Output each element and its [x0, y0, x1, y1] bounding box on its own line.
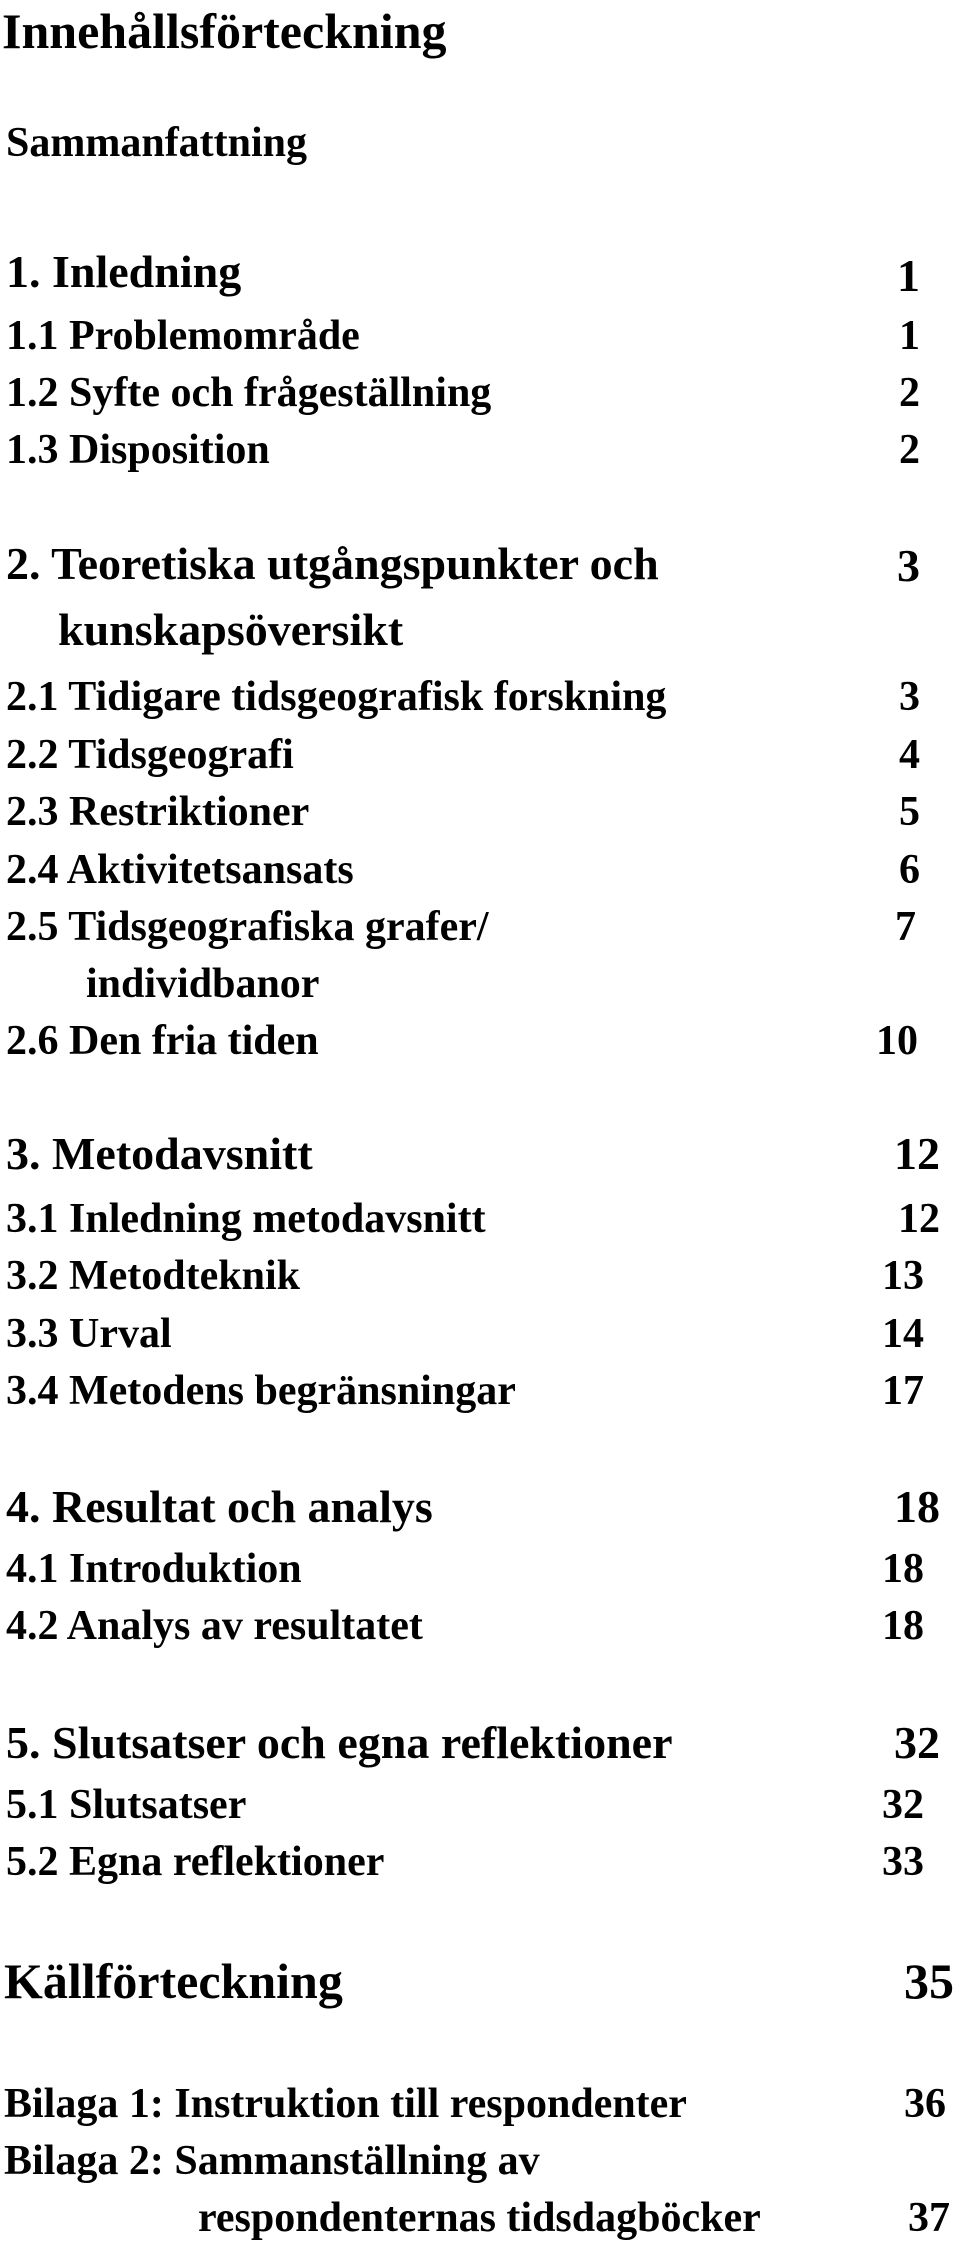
toc-subsection-page: 13: [882, 1253, 924, 1299]
toc-title: Innehållsförteckning: [2, 3, 447, 59]
toc-subsection-page: 12: [898, 1196, 940, 1242]
toc-appendix-title: Bilaga 2: Sammanställning av: [4, 2138, 540, 2184]
toc-subsection-title: 2.3 Restriktioner: [6, 789, 310, 835]
toc-subsection-page: 32: [882, 1782, 924, 1828]
toc-subsection-title: 3.4 Metodens begränsningar: [6, 1368, 516, 1414]
toc-subsection-page: 4: [899, 732, 920, 778]
toc-subsection-title-continued: individbanor: [86, 961, 320, 1007]
toc-subsection-title: 3.1 Inledning metodavsnitt: [6, 1196, 486, 1242]
toc-section-title: 3. Metodavsnitt: [6, 1128, 313, 1179]
toc-subsection-page: 18: [882, 1603, 924, 1649]
toc-appendix-title: Bilaga 1: Instruktion till respondenter: [4, 2081, 687, 2127]
toc-subsection-page: 33: [882, 1839, 924, 1885]
toc-subsection-title: 1.2 Syfte och frågeställning: [6, 370, 492, 416]
toc-section-page: 18: [894, 1481, 940, 1532]
toc-subsection-page: 3: [899, 674, 920, 720]
toc-subsection-page: 7: [895, 904, 916, 950]
toc-subsection-title: 2.4 Aktivitetsansats: [6, 847, 354, 893]
toc-subsection-title: 3.2 Metodteknik: [6, 1253, 300, 1299]
toc-subsection-title: 2.1 Tidigare tidsgeografisk forskning: [6, 674, 667, 720]
toc-section-page: 32: [894, 1717, 940, 1768]
toc-subsection-title: 2.6 Den fria tiden: [6, 1018, 319, 1064]
toc-section-title-continued: kunskapsöversikt: [58, 604, 404, 655]
toc-subsection-page: 5: [899, 789, 920, 835]
toc-subsection-page: 2: [899, 370, 920, 416]
toc-subsection-page: 2: [899, 427, 920, 473]
toc-subsection-title: 3.3 Urval: [6, 1311, 172, 1357]
toc-subsection-title: 2.5 Tidsgeografiska grafer/: [6, 904, 489, 950]
toc-references-title: Källförteckning: [4, 1953, 343, 2009]
toc-subsection-page: 14: [882, 1311, 924, 1357]
toc-subsection-page: 18: [882, 1546, 924, 1592]
toc-subsection-title: 1.1 Problemområde: [6, 313, 360, 359]
toc-section-title: 4. Resultat och analys: [6, 1481, 433, 1532]
toc-section-page: 12: [894, 1128, 940, 1179]
toc-appendix-page: 37: [908, 2195, 950, 2241]
toc-subsection-title: 5.1 Slutsatser: [6, 1782, 247, 1828]
toc-section-title: 2. Teoretiska utgångspunkter och: [6, 538, 659, 589]
toc-section-page: 3: [897, 540, 920, 591]
toc-section-page: 1: [897, 250, 920, 301]
toc-references-page: 35: [904, 1953, 954, 2009]
toc-subsection-title: 4.1 Introduktion: [6, 1546, 302, 1592]
toc-appendix-title-continued: respondenternas tidsdagböcker: [198, 2195, 761, 2241]
toc-section-title: 5. Slutsatser och egna reflektioner: [6, 1717, 673, 1768]
toc-summary: Sammanfattning: [6, 120, 308, 166]
toc-subsection-page: 17: [882, 1368, 924, 1414]
toc-subsection-title: 2.2 Tidsgeografi: [6, 732, 294, 778]
toc-subsection-page: 10: [876, 1018, 918, 1064]
toc-subsection-page: 6: [899, 847, 920, 893]
toc-appendix-page: 36: [904, 2081, 946, 2127]
toc-subsection-title: 5.2 Egna reflektioner: [6, 1839, 385, 1885]
toc-subsection-title: 4.2 Analys av resultatet: [6, 1603, 423, 1649]
toc-section-title: 1. Inledning: [6, 246, 242, 297]
toc-subsection-title: 1.3 Disposition: [6, 427, 270, 473]
toc-subsection-page: 1: [899, 313, 920, 359]
